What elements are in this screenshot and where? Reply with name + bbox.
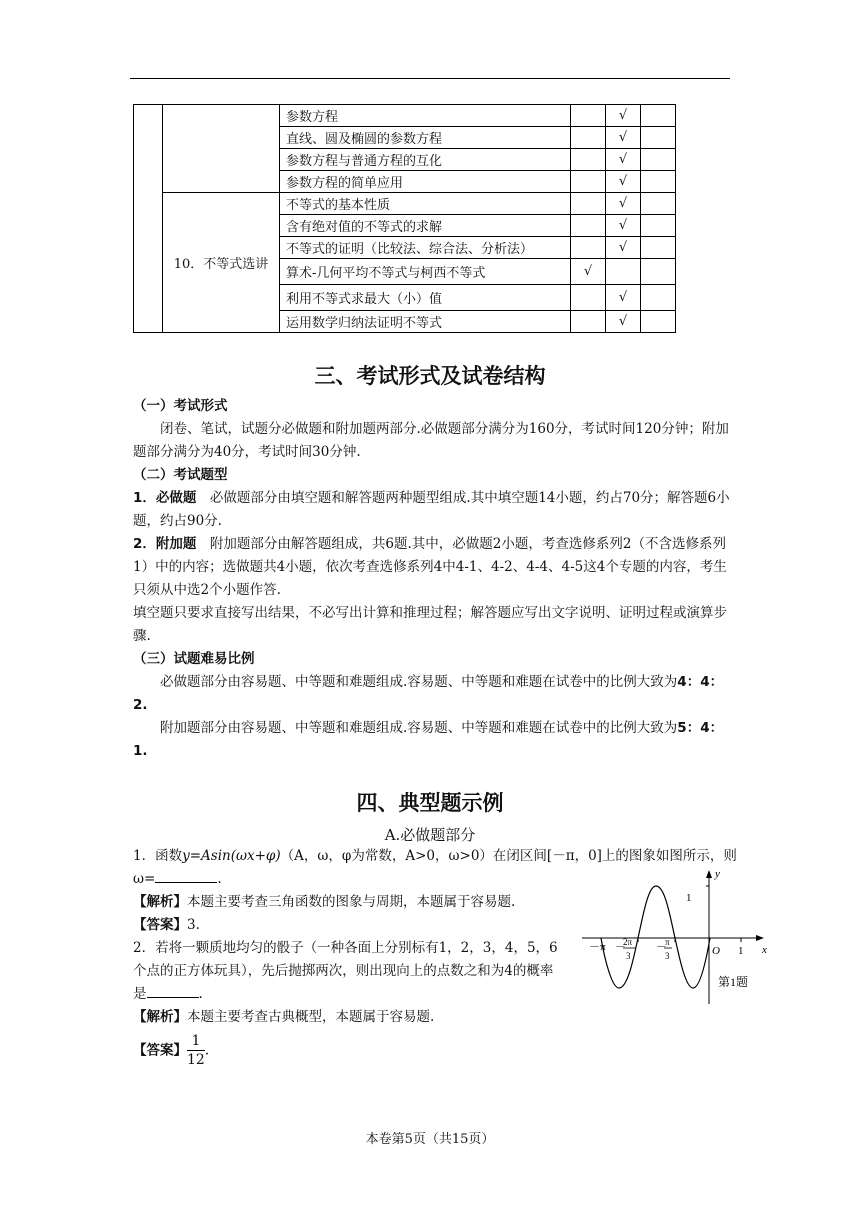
topic-cell: 算术-几何平均不等式与柯西不等式 bbox=[280, 259, 571, 285]
topic-cell: 不等式的证明（比较法、综合法、分析法） bbox=[280, 237, 571, 259]
level-a-cell bbox=[571, 127, 606, 149]
level-b-cell: √ bbox=[606, 149, 641, 171]
level-b-cell: √ bbox=[606, 215, 641, 237]
q2-answer-numerator: 1 bbox=[187, 1033, 205, 1051]
level-a-cell bbox=[571, 215, 606, 237]
level-b-cell bbox=[606, 259, 641, 285]
item-required-label: 1．必做题 bbox=[133, 490, 197, 506]
label-one-y: 1 bbox=[686, 892, 692, 904]
topic-cell: 利用不等式求最大（小）值 bbox=[280, 285, 571, 311]
q1-q2-body bbox=[133, 891, 558, 1069]
level-c-cell bbox=[641, 215, 676, 237]
level-c-cell bbox=[641, 311, 676, 333]
para-difficulty-required bbox=[133, 671, 733, 717]
topic-cell: 参数方程与普通方程的互化 bbox=[280, 149, 571, 171]
label-one-x: 1 bbox=[738, 945, 744, 957]
q2-analysis-text: 本题主要考查古典概型，本题属于容易题. bbox=[187, 1009, 435, 1025]
level-a-cell bbox=[571, 105, 606, 127]
figure-caption: 第1题 bbox=[718, 975, 749, 989]
heading-question-types: （二）考试题型 bbox=[133, 467, 228, 483]
label-minus-1: － bbox=[615, 941, 626, 953]
para-exam-form: 闭卷、笔试，试题分必做题和附加题两部分.必做题部分满分为160分，考试时间120分钟；附加题部分满分为40分，考试时间30分钟. bbox=[133, 421, 729, 460]
q1-answer-label: 【答案】 bbox=[133, 917, 187, 933]
level-c-cell bbox=[641, 285, 676, 311]
module-blank-cell bbox=[134, 105, 163, 333]
label-pi-num: π bbox=[665, 937, 670, 947]
para-difficulty-additional bbox=[133, 717, 733, 763]
label-x: x bbox=[762, 944, 767, 956]
level-a-cell bbox=[571, 171, 606, 193]
q1-answer-blank bbox=[155, 868, 217, 883]
level-a-cell bbox=[571, 193, 606, 215]
q2-answer-denominator: 12 bbox=[187, 1052, 205, 1068]
label-origin: O bbox=[712, 945, 720, 957]
level-a-cell bbox=[571, 149, 606, 171]
table-row bbox=[134, 105, 676, 127]
level-b-cell: √ bbox=[606, 127, 641, 149]
label-y: y bbox=[715, 868, 720, 880]
graph-labels bbox=[589, 868, 767, 989]
level-b-cell: √ bbox=[606, 193, 641, 215]
level-b-cell: √ bbox=[606, 311, 641, 333]
sine-graph-figure bbox=[582, 866, 772, 1006]
q2-answer-label: 【答案】 bbox=[133, 1042, 187, 1059]
level-c-cell bbox=[641, 193, 676, 215]
level-a-cell bbox=[571, 237, 606, 259]
q1-answer bbox=[133, 914, 558, 937]
level-a-cell bbox=[571, 311, 606, 333]
section3-body bbox=[133, 395, 733, 763]
level-a-cell: √ bbox=[571, 259, 606, 285]
x-axis-arrow bbox=[756, 935, 764, 941]
difficulty-additional-text: 附加题部分由容易题、中等题和难题组成.容易题、中等题和难题在试卷中的比例大致为 bbox=[160, 720, 678, 736]
level-c-cell bbox=[641, 171, 676, 193]
module-label-cell-blank bbox=[163, 105, 280, 193]
label-2pi-den: 3 bbox=[626, 951, 631, 961]
level-a-cell bbox=[571, 285, 606, 311]
q1-answer-text: 3. bbox=[187, 917, 200, 933]
topic-cell: 含有绝对值的不等式的求解 bbox=[280, 215, 571, 237]
level-b-cell: √ bbox=[606, 105, 641, 127]
table-row bbox=[134, 193, 676, 215]
q1-analysis bbox=[133, 891, 558, 914]
y-axis-arrow bbox=[706, 870, 712, 878]
q2-answer-end: . bbox=[204, 1042, 210, 1059]
heading-exam-form: （一）考试形式 bbox=[133, 398, 228, 414]
level-c-cell bbox=[641, 105, 676, 127]
level-b-cell: √ bbox=[606, 237, 641, 259]
q2-analysis bbox=[133, 1006, 558, 1029]
q2-analysis-label: 【解析】 bbox=[133, 1009, 187, 1025]
level-c-cell bbox=[641, 259, 676, 285]
sine-curve bbox=[601, 886, 710, 988]
level-c-cell bbox=[641, 149, 676, 171]
module-10-label: 10．不等式选讲 bbox=[163, 193, 280, 333]
q2-answer bbox=[133, 1033, 558, 1069]
item-additional-text: 附加题部分由解答题组成，共6题.其中，必做题2小题，考查选修系列2（不含选修系列1）中的内容；选做题共4小题，依次考查选修系列4中4-1、4-2、4-4、4-5这4个专题的内容，考生只须从中选2个小题作答. bbox=[133, 536, 727, 598]
label-pi-den: 3 bbox=[665, 951, 670, 961]
difficulty-required-ratio: 4：4：2. bbox=[133, 674, 724, 713]
topic-cell: 参数方程 bbox=[280, 105, 571, 127]
topic-cell: 直线、圆及椭圆的参数方程 bbox=[280, 127, 571, 149]
section4-title: 四、典型题示例 bbox=[356, 791, 504, 815]
section4-subtitle: A.必做题部分 bbox=[384, 826, 476, 844]
difficulty-required-text: 必做题部分由容易题、中等题和难题组成.容易题、中等题和难题在试卷中的比例大致为 bbox=[160, 674, 678, 690]
topic-cell: 不等式的基本性质 bbox=[280, 193, 571, 215]
q1-text: （A，ω，φ为常数，A>0，ω>0）在闭区间[－π，0]上的图象如图所示，则 ω= bbox=[133, 848, 737, 887]
level-b-cell: √ bbox=[606, 171, 641, 193]
q1-prefix: 1．函数 bbox=[133, 848, 183, 864]
q2-answer-fraction bbox=[187, 1033, 205, 1069]
q1-end: . bbox=[217, 871, 222, 887]
header-rule bbox=[130, 78, 730, 79]
q1-analysis-text: 本题主要考查三角函数的图象与周期，本题属于容易题. bbox=[187, 894, 516, 910]
level-c-cell bbox=[641, 237, 676, 259]
label-2pi-num: 2π bbox=[623, 937, 633, 947]
para-answer-requirements: 填空题只要求直接写出结果，不必写出计算和推理过程；解答题应写出文字说明、证明过程或演算步骤. bbox=[133, 605, 727, 644]
item-additional bbox=[133, 533, 733, 602]
q1-analysis-label: 【解析】 bbox=[133, 894, 187, 910]
q2-statement bbox=[133, 937, 558, 1006]
topic-cell: 参数方程的简单应用 bbox=[280, 171, 571, 193]
level-b-cell: √ bbox=[606, 285, 641, 311]
q1-formula: y=Asin(ωx+φ) bbox=[182, 848, 281, 864]
syllabus-table bbox=[133, 104, 676, 333]
difficulty-additional-ratio: 5：4：1. bbox=[133, 720, 724, 759]
item-additional-label: 2．附加题 bbox=[133, 536, 197, 552]
q2-answer-blank bbox=[147, 983, 199, 998]
q2-end: . bbox=[198, 986, 203, 1002]
q2-text: 2．若将一颗质地均匀的骰子（一种各面上分别标有1，2，3，4，5，6个点的正方体玩具），先后抛掷两次，则出现向上的点数之和为4的概率是 bbox=[133, 940, 558, 1002]
section3-title: 三、考试形式及试卷结构 bbox=[314, 364, 546, 388]
topic-cell: 运用数学归纳法证明不等式 bbox=[280, 311, 571, 333]
level-c-cell bbox=[641, 127, 676, 149]
label-neg-pi: －π bbox=[589, 941, 606, 953]
heading-difficulty: （三）试题难易比例 bbox=[133, 651, 255, 667]
item-required bbox=[133, 487, 733, 533]
label-minus-2: － bbox=[656, 941, 667, 953]
page-footer: 本卷第5页（共15页） bbox=[365, 1132, 495, 1147]
item-required-text: 必做题部分由填空题和解答题两种题型组成.其中填空题14小题，约占70分；解答题6小题，约占90分. bbox=[133, 490, 730, 529]
